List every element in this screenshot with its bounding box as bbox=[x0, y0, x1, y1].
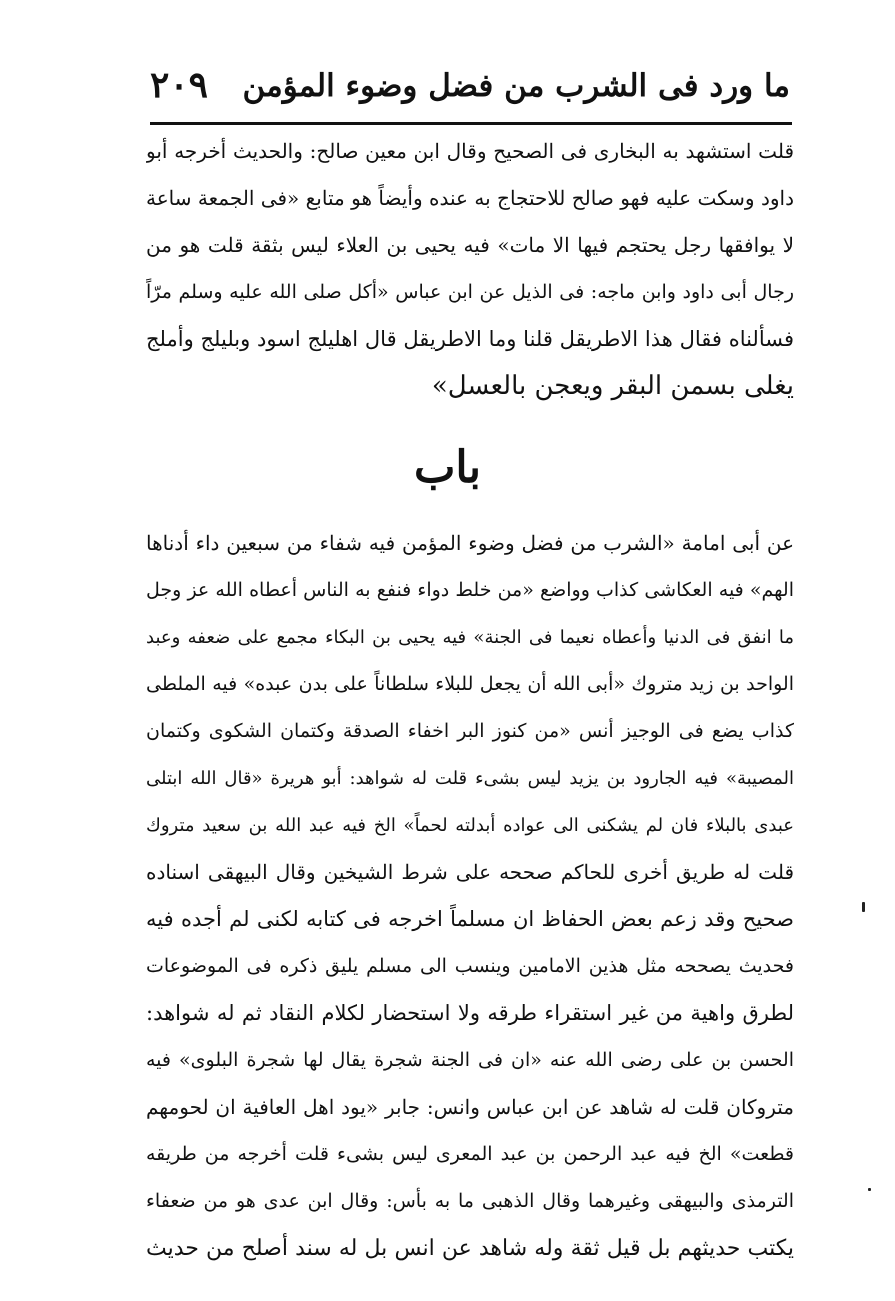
scan-speck bbox=[862, 902, 865, 912]
text-line: يغلى بسمن البقر ويعجن بالعسل» bbox=[431, 371, 794, 401]
page-header bbox=[150, 58, 790, 120]
text-line: فحديث يصححه مثل هذين الامامين وينسب الى مسلم يليق ذكره فى الموضوعات bbox=[146, 955, 794, 977]
text-line: قطعت» الخ فيه عبد الرحمن بن عبد المعرى ليس بشىء قلت أخرجه من طريقه bbox=[146, 1143, 794, 1165]
text-line: الترمذى والبيهقى وغيرهما وقال الذهبى ما به بأس: وقال ابن عدى هو من ضعفاء bbox=[146, 1190, 794, 1212]
text-line: الواحد بن زيد متروك «أبى الله أن يجعل للبلاء سلطاناً على بدن عبده» فيه الملطى bbox=[146, 673, 794, 695]
paragraph-2 bbox=[146, 520, 794, 1272]
text-line: المصيبة» فيه الجارود بن يزيد ليس بشىء قلت له شواهد: أبو هريرة «قال الله ابتلى bbox=[146, 768, 794, 789]
header-rule bbox=[150, 122, 792, 125]
page-number: ٢٠٩ bbox=[150, 64, 209, 106]
text-line: كذاب يضع فى الوجيز أنس «من كنوز البر اخفاء الصدقة وكتمان الشكوى وكتمان bbox=[146, 720, 794, 742]
text-line: صحيح وقد زعم بعض الحفاظ ان مسلماً اخرجه فى كتابه لكنى لم أجده فيه bbox=[146, 907, 794, 931]
scan-speck bbox=[868, 1188, 871, 1191]
text-line: الهم» فيه العكاشى كذاب وواضع «من خلط دواء فنفع به الناس أعطاه الله عز وجل bbox=[146, 579, 794, 601]
text-line: قلت استشهد به البخارى فى الصحيح وقال ابن معين صالح: والحديث أخرجه أبو bbox=[146, 139, 794, 163]
text-line: فسألناه فقال هذا الاطريقل قلنا وما الاطريقل قال اهليلج اسود وبليلج وأملج bbox=[146, 327, 794, 351]
text-line: عن أبى امامة «الشرب من فضل وضوء المؤمن فيه شفاء من سبعين داء أدناها bbox=[146, 531, 794, 555]
text-line: الحسن بن على رضى الله عنه «ان فى الجنة شجرة يقال لها شجرة البلوى» فيه bbox=[146, 1049, 794, 1071]
text-line: قلت له طريق أخرى للحاكم صححه على شرط الشيخين وقال البيهقى اسناده bbox=[146, 860, 794, 884]
text-line: ما انفق فى الدنيا وأعطاه نعيما فى الجنة» فيه يحيى بن البكاء مجمع على ضعفه وعبد bbox=[146, 627, 794, 648]
text-line: لا يوافقها رجل يحتجم فيها الا مات» فيه يحيى بن العلاء ليس بثقة قلت هو من bbox=[146, 233, 794, 257]
text-line: لطرق واهية من غير استقراء طرقه ولا استحضار لكلام النقاد ثم له شواهد: bbox=[146, 1001, 794, 1025]
paragraph-1 bbox=[146, 128, 794, 410]
text-line: رجال أبى داود وابن ماجه: فى الذيل عن ابن عباس «أكل صلى الله عليه وسلم مرّاً bbox=[146, 281, 794, 303]
running-title: ما ورد فى الشرب من فضل وضوء المؤمن bbox=[242, 68, 790, 104]
section-heading: باب bbox=[413, 442, 482, 493]
text-line: داود وسكت عليه فهو صالح للاحتجاج به عنده وأيضاً هو متابع «فى الجمعة ساعة bbox=[146, 186, 794, 210]
text-line: متروكان قلت له شاهد عن ابن عباس وانس: جابر «يود اهل العافية ان لحومهم bbox=[146, 1095, 794, 1119]
text-line: عبدى بالبلاء فان لم يشكنى الى عواده أبدلته لحماً» الخ فيه عبد الله بن سعيد متروك bbox=[146, 815, 794, 836]
text-line: يكتب حديثهم بل قيل ثقة وله شاهد عن انس بل له سند أصلح من حديث bbox=[146, 1236, 794, 1261]
